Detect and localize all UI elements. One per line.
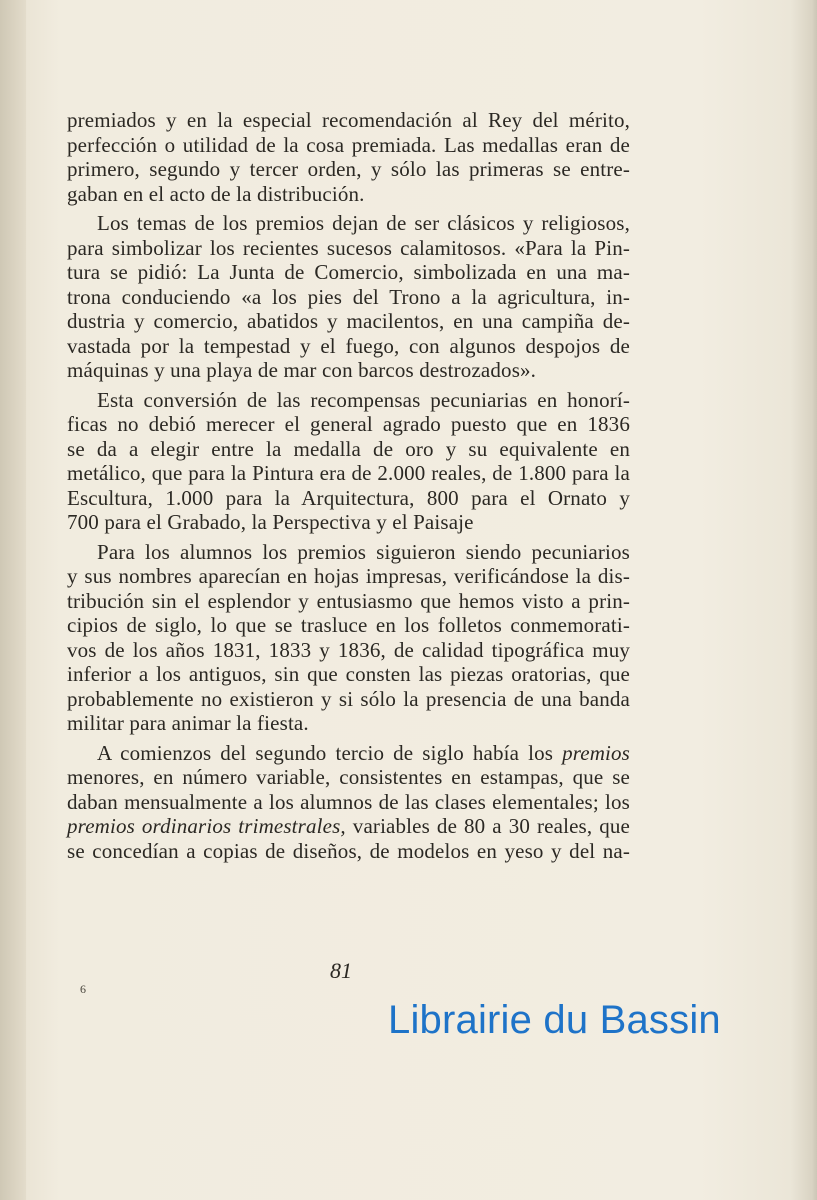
text-line: inferior a los antiguos, sin que consten las piezas oratorias, que bbox=[67, 662, 630, 686]
text-run: variables de 80 a 30 reales, que bbox=[345, 814, 630, 838]
paragraph-2 bbox=[67, 211, 630, 383]
body-text bbox=[67, 108, 630, 868]
text-line: probablemente no existieron y si sólo la presencia de una banda bbox=[67, 686, 630, 711]
watermark: Librairie du Bassin bbox=[388, 998, 721, 1042]
page-number: 81 bbox=[330, 958, 352, 983]
text-line: menores, en número variable, consistentes en estampas, que se bbox=[67, 765, 630, 789]
text-line: trona conduciendo «a los pies del Trono a la agricultura, in- bbox=[67, 284, 630, 309]
text-line: se da a elegir entre la medalla de oro y su equivalente en bbox=[67, 436, 630, 461]
text-line: cipios de siglo, lo que se trasluce en los folletos conmemorati- bbox=[67, 613, 630, 637]
text-line: perfección o utilidad de la cosa premiada. Las medallas eran de bbox=[67, 132, 630, 157]
text-line: tribución sin el esplendor y entusiasmo que hemos visto a prin- bbox=[67, 588, 630, 613]
italic-term: premios bbox=[562, 740, 630, 765]
text-line: militar para animar la fiesta. bbox=[67, 711, 309, 735]
text-line: dustria y comercio, abatidos y macilentos, en una campiña de- bbox=[67, 309, 630, 333]
text-line: Esta conversión de las recompensas pecuniarias en honorí- bbox=[97, 387, 630, 412]
paragraph-1 bbox=[67, 108, 630, 206]
text-run: A comienzos del segundo tercio de siglo había los bbox=[97, 740, 563, 765]
text-line: Escultura, 1.000 para la Arquitectura, 800 para el Ornato y bbox=[67, 485, 630, 510]
text-line bbox=[67, 741, 630, 766]
text-line: primero, segundo y tercer orden, y sólo las primeras se entre- bbox=[67, 157, 630, 181]
text-line: tura se pidió: La Junta de Comercio, simbolizada en una ma- bbox=[67, 260, 630, 284]
text-line: Para los alumnos los premios siguieron siendo pecuniarios bbox=[97, 539, 630, 564]
text-line: para simbolizar los recientes sucesos calamitosos. «Para la Pin- bbox=[67, 235, 630, 260]
text-line: ficas no debió merecer el general agrado puesto que en 1836 bbox=[67, 412, 630, 436]
signature-mark: 6 bbox=[80, 982, 86, 996]
text-line: gaban en el acto de la distribución. bbox=[67, 181, 365, 206]
text-line: daban mensualmente a los alumnos de las clases elementales; los bbox=[67, 789, 630, 814]
paragraph-3 bbox=[67, 388, 630, 535]
text-line: máquinas y una playa de mar con barcos destrozados». bbox=[67, 358, 537, 382]
text-line: vastada por la tempestad y el fuego, con algunos despojos de bbox=[67, 333, 630, 358]
paragraph-5 bbox=[67, 741, 630, 864]
binding-gutter bbox=[0, 0, 26, 1200]
text-line: vos de los años 1831, 1833 y 1836, de calidad tipográfica muy bbox=[67, 637, 630, 662]
italic-term: premios ordinarios trimestrales, bbox=[67, 814, 346, 838]
text-line: se concedían a copias de diseños, de modelos en yeso y del na- bbox=[67, 838, 630, 863]
text-line: premiados y en la especial recomendación al Rey del mérito, bbox=[67, 108, 630, 132]
paragraph-4 bbox=[67, 540, 630, 736]
text-line: 700 para el Grabado, la Perspectiva y el Paisaje bbox=[67, 510, 474, 534]
text-line: metálico, que para la Pintura era de 2.000 reales, de 1.800 para la bbox=[67, 461, 630, 485]
text-line: Los temas de los premios dejan de ser clásicos y religiosos, bbox=[97, 211, 630, 235]
text-line: y sus nombres aparecían en hojas impresas, verificándose la dis- bbox=[67, 564, 630, 588]
text-line bbox=[67, 814, 630, 839]
